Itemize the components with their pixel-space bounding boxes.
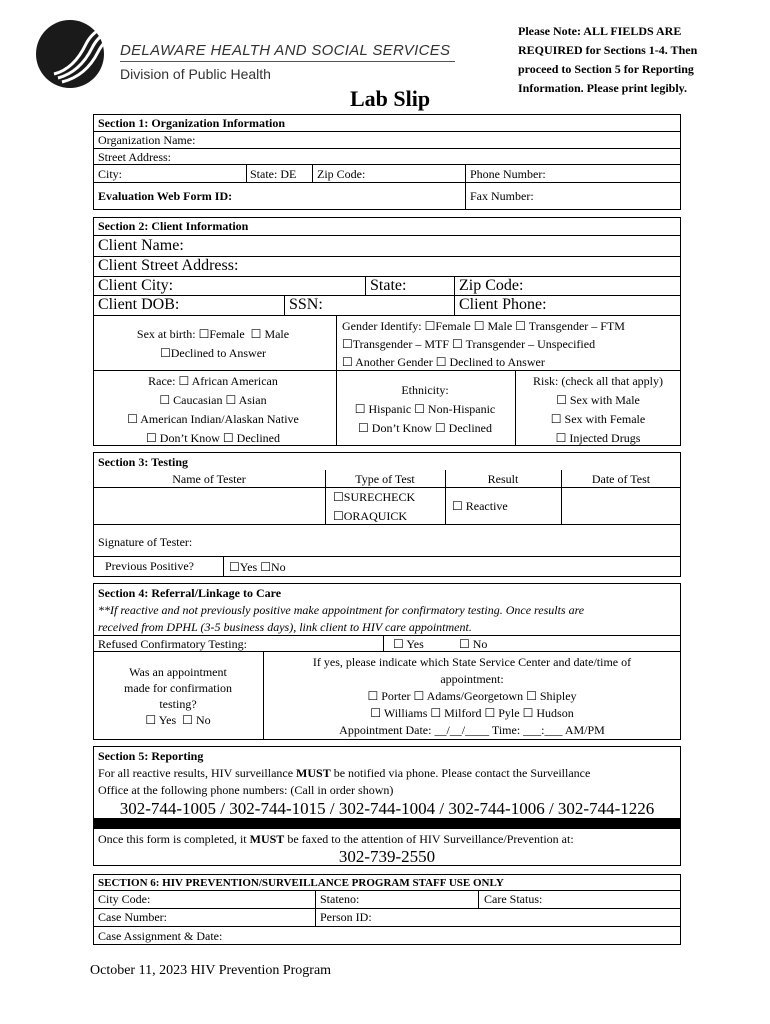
fax-text: be faxed to the attention of HIV Surveillance/Prevention at:: [284, 832, 574, 846]
note-line: Information. Please print legibly.: [518, 81, 687, 95]
refused-no-option[interactable]: [459, 637, 487, 651]
milford-label: Milford: [444, 706, 482, 720]
porter-checkbox[interactable]: [367, 689, 378, 703]
gender-female-label: Female: [435, 319, 471, 333]
section-5-heading: Section 5: Reporting: [98, 749, 204, 763]
sex-male-checkbox[interactable]: [251, 327, 262, 341]
risk-female-label: Sex with Female: [564, 412, 646, 426]
sex-declined-checkbox[interactable]: [160, 346, 171, 360]
referral-instruction: **If reactive and not previously positive make appointment for confirmatory testing. Once results are: [98, 603, 585, 617]
previous-positive-label: Previous Positive?: [105, 559, 194, 573]
eth-declined-label: Declined: [448, 421, 492, 435]
gender-identity-group: [342, 317, 625, 371]
zip-field[interactable]: Zip Code:: [317, 167, 366, 181]
sex-at-birth-group: [93, 325, 333, 363]
race-declined-checkbox[interactable]: [223, 431, 234, 445]
eth-hispanic-label: Hispanic: [368, 402, 412, 416]
section-4-heading: Section 4: Referral/Linkage to Care: [98, 586, 282, 600]
appt-question-line: Was an appointment: [129, 665, 227, 679]
hudson-label: Hudson: [536, 706, 574, 720]
adams-checkbox[interactable]: [414, 689, 425, 703]
prev-no-checkbox[interactable]: [260, 560, 271, 574]
reactive-option[interactable]: [452, 499, 508, 513]
client-name-field[interactable]: Client Name:: [98, 237, 184, 254]
prev-yes-checkbox[interactable]: [229, 560, 240, 574]
fax-text: Once this form is completed, it: [98, 832, 250, 846]
gender-label: Gender Identify:: [342, 319, 422, 333]
eth-nonhispanic-label: Non-Hispanic: [427, 402, 496, 416]
reporting-text: be notified via phone. Please contact the Surveillance: [330, 766, 591, 780]
referral-instruction: received from DPHL (3-5 business days), link client to HIV care appointment.: [98, 620, 472, 634]
race-caucasian-label: Caucasian: [173, 393, 223, 407]
hudson-checkbox[interactable]: [523, 706, 534, 720]
reactive-label: Reactive: [465, 499, 508, 513]
sex-declined-label: Declined to Answer: [170, 346, 267, 360]
case-number-field[interactable]: Case Number:: [98, 910, 167, 924]
note-line: REQUIRED for Sections 1-4. Then: [518, 43, 698, 57]
risk-label: Risk: (check all that apply): [533, 374, 663, 388]
shipley-checkbox[interactable]: [526, 689, 537, 703]
client-phone-field[interactable]: Client Phone:: [459, 296, 547, 313]
gender-another-label: Another Gender: [355, 355, 433, 369]
case-assignment-field[interactable]: Case Assignment & Date:: [98, 929, 223, 943]
note-line: proceed to Section 5 for Reporting: [518, 62, 694, 76]
sex-female-label: Female: [209, 327, 245, 341]
gender-ftm-label: Transgender – FTM: [528, 319, 625, 333]
fax-number: 302-739-2550: [338, 847, 436, 866]
sex-male-label: Male: [264, 327, 290, 341]
col-result: Result: [487, 472, 519, 486]
phone-field[interactable]: Phone Number:: [470, 167, 546, 181]
race-group: [93, 372, 333, 448]
black-divider: [93, 818, 681, 829]
race-asian-label: Asian: [238, 393, 267, 407]
ssn-field[interactable]: SSN:: [289, 296, 323, 313]
ethnicity-label: Ethnicity:: [401, 383, 449, 397]
eth-declined-checkbox[interactable]: [435, 421, 446, 435]
state-field: State: DE: [250, 167, 297, 181]
required-note: [518, 22, 697, 98]
oraquick-checkbox[interactable]: [333, 509, 344, 523]
race-declined-label: Declined: [236, 431, 280, 445]
gender-unspec-checkbox[interactable]: [452, 337, 463, 351]
col-tester: Name of Tester: [172, 472, 246, 486]
service-center-instruction: appointment:: [440, 672, 504, 686]
race-dontknow-label: Don’t Know: [159, 431, 220, 445]
client-city-field[interactable]: Client City:: [98, 277, 174, 294]
appt-question-line: testing?: [159, 697, 197, 711]
sex-female-checkbox[interactable]: [199, 327, 210, 341]
gender-declined-checkbox[interactable]: [436, 355, 447, 369]
williams-label: Williams: [383, 706, 428, 720]
race-aa-label: African American: [191, 374, 278, 388]
refused-no-checkbox[interactable]: [459, 637, 470, 651]
pyle-label: Pyle: [498, 706, 520, 720]
gender-male-checkbox[interactable]: [474, 319, 485, 333]
risk-drugs-checkbox[interactable]: [556, 431, 567, 445]
stateno-field[interactable]: Stateno:: [320, 892, 360, 906]
refused-yes-option[interactable]: [393, 637, 424, 651]
appt-question-line: made for confirmation: [124, 681, 232, 695]
race-dontknow-checkbox[interactable]: [146, 431, 157, 445]
service-center-instruction: If yes, please indicate which State Service Center and date/time of: [312, 655, 632, 669]
eth-nonhispanic-checkbox[interactable]: [414, 402, 425, 416]
service-center-group: [263, 654, 681, 739]
refused-yes-label: Yes: [406, 637, 424, 651]
fax-field[interactable]: Fax Number:: [470, 189, 534, 203]
williams-checkbox[interactable]: [370, 706, 381, 720]
surveillance-phone-numbers: 302-744-1005 / 302-744-1015 / 302-744-1004 / 302-744-1006 / 302-744-1226: [119, 799, 655, 818]
signature-field[interactable]: Signature of Tester:: [98, 535, 193, 549]
section-3-heading: Section 3: Testing: [98, 455, 189, 469]
col-type: Type of Test: [355, 472, 415, 486]
col-date: Date of Test: [591, 472, 651, 486]
reporting-text: For all reactive results, HIV surveillance: [98, 766, 297, 780]
pyle-checkbox[interactable]: [484, 706, 495, 720]
section-6-heading: SECTION 6: HIV PREVENTION/SURVEILLANCE PROGRAM STAFF USE ONLY: [98, 877, 504, 889]
shipley-label: Shipley: [539, 689, 577, 703]
reporting-instruction: Office at the following phone numbers: (Call in order shown): [98, 783, 394, 797]
refused-no-label: No: [472, 637, 488, 651]
appt-yes-label: Yes: [158, 713, 177, 727]
gender-unspec-label: Transgender – Unspecified: [465, 337, 596, 351]
milford-checkbox[interactable]: [430, 706, 441, 720]
org-name-field[interactable]: Organization Name:: [98, 133, 196, 147]
gender-another-checkbox[interactable]: [342, 355, 353, 369]
dhss-logo: [34, 14, 114, 94]
page-title: Lab Slip: [350, 86, 431, 111]
risk-drugs-label: Injected Drugs: [569, 431, 641, 445]
must-emphasis: MUST: [296, 766, 331, 780]
sex-label: Sex at birth:: [136, 327, 196, 341]
division-name: Division of Public Health: [120, 66, 271, 82]
race-native-checkbox[interactable]: [127, 412, 138, 426]
eth-dontknow-label: Don’t Know: [371, 421, 432, 435]
fax-instruction: [98, 832, 574, 846]
appointment-question: [93, 664, 263, 728]
risk-female-checkbox[interactable]: [551, 412, 562, 426]
risk-male-label: Sex with Male: [569, 393, 640, 407]
appt-no-label: No: [195, 713, 211, 727]
street-address-field[interactable]: Street Address:: [98, 150, 171, 164]
prev-no-label: No: [271, 560, 286, 574]
refused-testing-label: Refused Confirmatory Testing:: [98, 637, 247, 651]
gender-mtf-checkbox[interactable]: [342, 337, 353, 351]
city-code-field[interactable]: City Code:: [98, 892, 151, 906]
client-zip-field[interactable]: Zip Code:: [459, 277, 524, 294]
gender-mtf-label: Transgender – MTF: [352, 337, 449, 351]
city-field[interactable]: City:: [98, 167, 123, 181]
surecheck-checkbox[interactable]: [333, 490, 344, 504]
section-1-heading: Section 1: Organization Information: [98, 116, 285, 130]
agency-name: DELAWARE HEALTH AND SOCIAL SERVICES: [120, 42, 451, 59]
race-caucasian-checkbox[interactable]: [159, 393, 170, 407]
previous-positive-options: [229, 560, 286, 574]
appt-yes-checkbox[interactable]: [145, 713, 156, 727]
oraquick-option[interactable]: [333, 509, 407, 523]
refused-yes-checkbox[interactable]: [393, 637, 404, 651]
footer-text: October 11, 2023 HIV Prevention Program: [90, 963, 332, 978]
gender-male-label: Male: [487, 319, 513, 333]
note-line: Please Note: ALL FIELDS ARE: [518, 24, 682, 38]
gender-female-checkbox[interactable]: [425, 319, 436, 333]
race-aa-checkbox[interactable]: [178, 374, 189, 388]
section-2-heading: Section 2: Client Information: [98, 219, 249, 233]
gender-ftm-checkbox[interactable]: [515, 319, 526, 333]
porter-label: Porter: [381, 689, 411, 703]
reporting-instruction: [98, 766, 590, 780]
client-state-field[interactable]: State:: [370, 277, 407, 294]
eth-dontknow-checkbox[interactable]: [358, 421, 369, 435]
race-label: Race:: [148, 374, 176, 388]
appointment-date-field[interactable]: Appointment Date: __/__/____ Time: ___:___ AM/PM: [339, 723, 605, 737]
oraquick-label: ORAQUICK: [343, 509, 408, 523]
surecheck-label: SURECHECK: [343, 490, 416, 504]
reactive-checkbox[interactable]: [452, 499, 463, 513]
prev-yes-label: Yes: [239, 560, 258, 574]
person-id-field[interactable]: Person ID:: [320, 910, 372, 924]
race-native-label: American Indian/Alaskan Native: [140, 412, 299, 426]
risk-male-checkbox[interactable]: [556, 393, 567, 407]
risk-group: [515, 372, 681, 448]
agency-underline: [120, 61, 455, 62]
surecheck-option[interactable]: [333, 490, 415, 504]
race-asian-checkbox[interactable]: [225, 393, 236, 407]
care-status-field[interactable]: Care Status:: [484, 892, 543, 906]
client-dob-field[interactable]: Client DOB:: [98, 296, 180, 313]
web-form-id-field[interactable]: Evaluation Web Form ID:: [98, 189, 233, 203]
ethnicity-group: [336, 381, 514, 438]
client-street-field[interactable]: Client Street Address:: [98, 257, 239, 274]
gender-declined-label: Declined to Answer: [449, 355, 545, 369]
must-emphasis: MUST: [249, 832, 285, 846]
appt-no-checkbox[interactable]: [182, 713, 193, 727]
adams-label: Adams/Georgetown: [426, 689, 524, 703]
eth-hispanic-checkbox[interactable]: [355, 402, 366, 416]
